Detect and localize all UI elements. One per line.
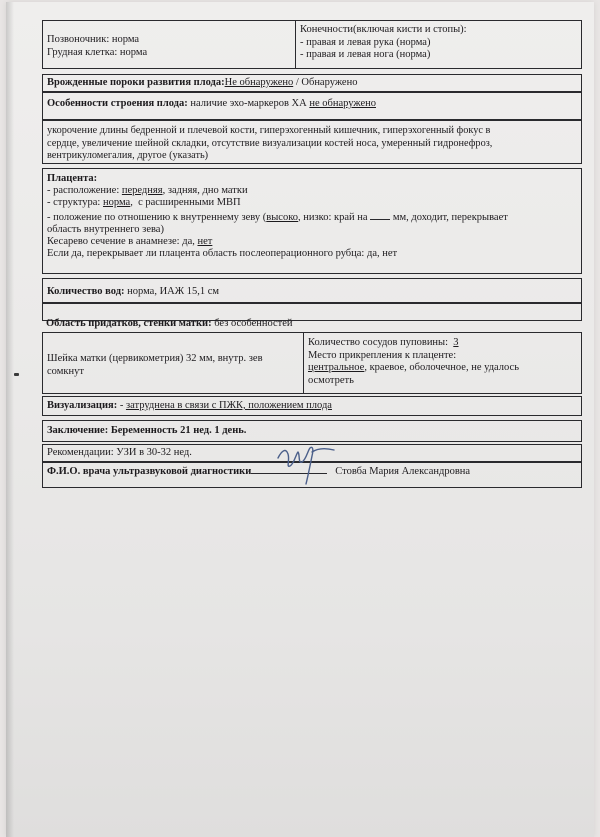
spine-limbs-row [42, 20, 582, 69]
water-value: норма, ИАЖ 15,1 см [124, 286, 220, 297]
spine-chest-cell [43, 21, 295, 68]
limbs-arms: - правая и левая рука (норма) [300, 36, 431, 48]
conclusion-value: Беременность 21 нед. 1 день. [108, 425, 247, 436]
water-label: Количество вод: [47, 286, 125, 297]
cord-vessels-value: 3 [453, 337, 459, 348]
limbs-cell [295, 21, 581, 68]
placenta-position-line-2: область внутреннего зева) [47, 223, 164, 235]
visualization-label: Визуализация: [47, 400, 118, 411]
placenta-edge-blank [370, 210, 390, 220]
malformations-label: Врожденные пороки развития плода: [47, 77, 225, 88]
appendages-value: без особенностей [211, 318, 293, 329]
placenta-structure: - структура: норма, с расширенными МВП [47, 197, 241, 209]
malformations-other: Обнаружено [301, 77, 358, 88]
cord-vessels: Количество сосудов пуповины: 3 [308, 337, 459, 348]
cord-attach-line-3: осмотреть [308, 374, 354, 386]
doctor-signature-icon [268, 420, 348, 490]
placenta-location: - расположение: передняя, задняя, дно матки [47, 185, 248, 197]
cesarean-selected: нет [197, 236, 213, 248]
malformations-separator: / [293, 77, 302, 88]
cord-attach-options: центральное, краевое, оболочечное, не удалось [308, 362, 519, 373]
cervix-cord-row [42, 332, 582, 394]
doctor-label: Ф.И.О. врача ультразвуковой диагностики [47, 466, 252, 477]
malformations-selected: Не обнаружено [224, 77, 294, 88]
markers-row [42, 120, 582, 164]
placenta-title: Плацента: [47, 173, 98, 184]
visualization-row: Визуализация: - затруднена в связи с ПЖК, положением плода [42, 396, 582, 416]
paper-shadow [6, 2, 14, 837]
doctor-name: Стовба Мария Александровна [335, 466, 471, 477]
conclusion-label: Заключение: [47, 425, 109, 436]
structure-label: Особенности строения плода: [47, 98, 188, 109]
cervix-line-1: Шейка матки (цервикометрия) 32 мм, внутр. зев [47, 353, 263, 364]
structure-selected: не обнаружено [309, 98, 376, 109]
hole-punch-mark [14, 373, 19, 376]
placenta-structure-selected: норма [102, 197, 131, 209]
cord-attach-selected: центральное [308, 362, 365, 373]
paper-sheet [6, 2, 594, 837]
placenta-position: - положение по отношению к внутреннему зеву (высоко, низко: край на мм, доходит, перекрывает [47, 211, 508, 223]
chest-text: Грудная клетка: норма [47, 46, 148, 58]
cord-cell [303, 333, 581, 393]
placenta-position-selected: высоко [266, 211, 299, 223]
appendages-row [42, 300, 582, 316]
appendages-label: Область придатков, стенки матки: [46, 318, 212, 329]
visualization-value: затруднена в связи с ПЖК, положением плода [125, 400, 332, 411]
limbs-legs: - правая и левая нога (норма) [300, 49, 431, 60]
spine-text: Позвоночник: норма [47, 34, 140, 45]
structure-row [42, 92, 582, 120]
placenta-scar-overlap: Если да, перекрывает ли плацента область послеоперационного рубца: да, нет [47, 248, 398, 260]
recommendations-text: Рекомендации: УЗИ в 30-32 нед. [47, 447, 192, 458]
cervix-line-2: сомкнут [47, 365, 84, 377]
structure-text: наличие эхо-маркеров ХА [187, 98, 310, 109]
cesarean-history: Кесарево сечение в анамнезе: да, нет [47, 236, 213, 248]
markers-line-3: вентрикуломегалия, другое (указать) [47, 150, 209, 161]
malformations-row [42, 74, 582, 92]
markers-line-1: укорочение длины бедренной и плечевой кости, гиперэхогенный кишечник, гиперэхогенный фокус в [47, 125, 491, 136]
limbs-title: Конечности(включая кисти и стопы): [300, 24, 467, 35]
placenta-row [42, 168, 582, 274]
markers-line-2: сердце, увеличение шейной складки, отсутствие визуализации костей носа, умеренный гидронефроз, [47, 137, 493, 149]
cord-attach-title: Место прикрепления к плаценте: [308, 349, 457, 361]
cervix-cell [43, 333, 303, 393]
placenta-location-selected: передняя [121, 185, 163, 197]
